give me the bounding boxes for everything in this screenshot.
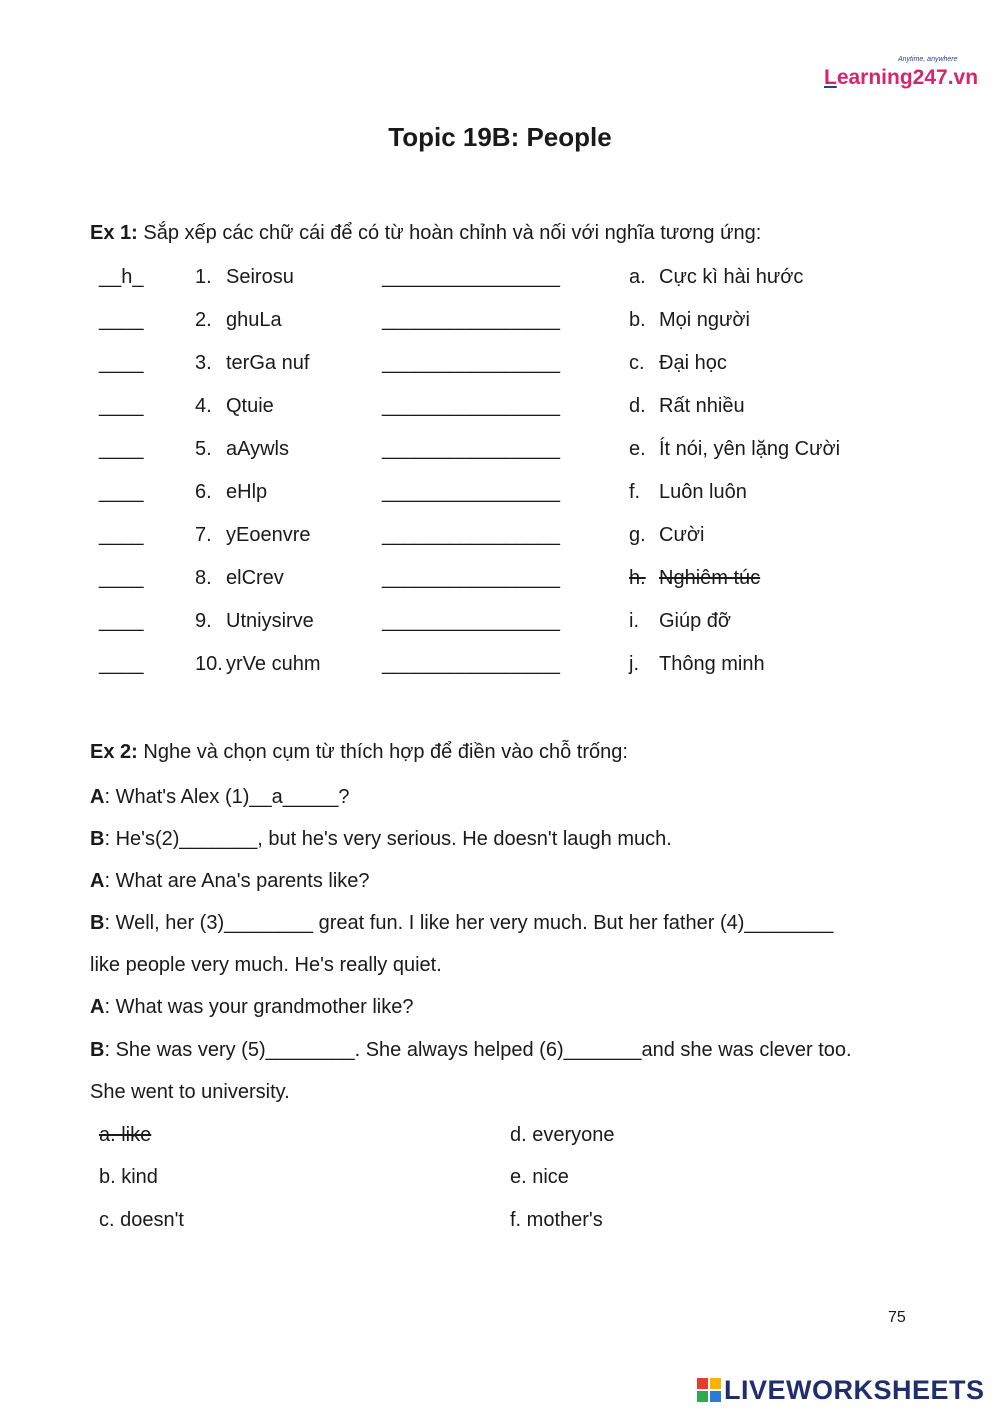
word-answer-line[interactable]: ________________ — [382, 653, 560, 675]
ex1-row — [0, 610, 1000, 640]
scrambled-word: aAywls — [226, 438, 289, 460]
meaning-letter: c. — [629, 352, 645, 374]
meaning-letter: i. — [629, 610, 639, 632]
ex2-heading — [90, 741, 628, 764]
logo-tagline: Anytime, anywhere — [898, 56, 958, 63]
meaning-text: Cười — [659, 524, 705, 546]
word-answer-line[interactable]: ________________ — [382, 524, 560, 546]
item-number: 1. — [195, 266, 212, 288]
speaker: B — [90, 828, 105, 850]
meaning-letter: b. — [629, 309, 646, 331]
meaning-letter: f. — [629, 481, 641, 503]
dialogue-line — [90, 828, 672, 851]
scrambled-word: Qtuie — [226, 395, 274, 417]
option: f. mother's — [510, 1209, 603, 1231]
answer-blank[interactable]: ____ — [99, 352, 144, 374]
scrambled-word: Utniysirve — [226, 610, 314, 632]
meaning-text: Mọi người — [659, 309, 750, 331]
meaning-text: Thông minh — [659, 653, 765, 675]
answer-blank[interactable]: ____ — [99, 481, 144, 503]
dialogue-text: She went to university. — [90, 1081, 290, 1103]
option: b. kind — [99, 1166, 158, 1188]
ex1-heading — [90, 222, 761, 245]
item-number: 6. — [195, 481, 212, 503]
ex1-instruction: Sắp xếp các chữ cái để có từ hoàn chỉnh và nối với nghĩa tương ứng: — [143, 222, 762, 244]
scrambled-word: ghuLa — [226, 309, 282, 331]
scrambled-word: terGa nuf — [226, 352, 310, 374]
speaker: B — [90, 1039, 105, 1061]
ex2-instruction: Nghe và chọn cụm từ thích hợp để điền vào chỗ trống: — [143, 741, 628, 763]
meaning-text: Rất nhiều — [659, 395, 745, 417]
scrambled-word: yEoenvre — [226, 524, 311, 546]
ex1-row — [0, 438, 1000, 468]
option: c. doesn't — [99, 1209, 184, 1231]
logo-text: earning247.vn — [836, 66, 979, 89]
speaker: A — [90, 870, 105, 892]
dialogue-text: like people very much. He's really quiet. — [90, 954, 442, 976]
word-answer-line[interactable]: ________________ — [382, 352, 560, 374]
word-answer-line[interactable]: ________________ — [382, 309, 560, 331]
liveworksheets-text: LIVEWORKSHEETS — [724, 1375, 985, 1405]
dialogue-text: : What's Alex (1)__a_____? — [104, 786, 350, 808]
answer-blank[interactable]: ____ — [99, 567, 144, 589]
liveworksheets-logo — [697, 1375, 985, 1406]
meaning-text: Luôn luôn — [659, 481, 747, 503]
meaning-text: Giúp đỡ — [659, 610, 732, 632]
answer-blank[interactable]: ____ — [99, 438, 144, 460]
item-number: 4. — [195, 395, 212, 417]
item-number: 5. — [195, 438, 212, 460]
item-number: 7. — [195, 524, 212, 546]
dialogue-text: : Well, her (3)________ great fun. I like her very much. But her father (4)________ — [104, 912, 834, 934]
item-number: 9. — [195, 610, 212, 632]
item-number: 3. — [195, 352, 212, 374]
answer-blank[interactable]: ____ — [99, 610, 144, 632]
ex1-label: Ex 1: — [90, 222, 138, 244]
scrambled-word: Seirosu — [226, 266, 294, 288]
word-answer-line[interactable]: ________________ — [382, 438, 560, 460]
scrambled-word: eHlp — [226, 481, 268, 503]
ex1-row — [0, 524, 1000, 554]
meaning-letter: g. — [629, 524, 646, 546]
meaning-letter: j. — [629, 653, 639, 675]
ex2-label: Ex 2: — [90, 741, 138, 763]
item-number: 2. — [195, 309, 212, 331]
ex1-row — [0, 352, 1000, 382]
ex1-row — [0, 395, 1000, 425]
dialogue-text: : What was your grandmother like? — [104, 996, 414, 1018]
meaning-text: Đại học — [659, 352, 727, 374]
scrambled-word: elCrev — [226, 567, 284, 589]
meaning-text-used: Nghiêm túc — [659, 567, 761, 589]
dialogue-line — [90, 996, 413, 1019]
dialogue-line — [90, 786, 350, 809]
answer-blank[interactable]: ____ — [99, 653, 144, 675]
meaning-letter: e. — [629, 438, 646, 460]
dialogue-text: : He's(2)_______, but he's very serious. He doesn't laugh much. — [104, 828, 672, 850]
dialogue-text: : What are Ana's parents like? — [104, 870, 370, 892]
answer-blank[interactable]: ____ — [99, 309, 144, 331]
meaning-letter-used: h. — [629, 567, 646, 589]
answer-blank[interactable]: __h_ — [99, 266, 144, 288]
ex1-row — [0, 653, 1000, 683]
logo-initial: L — [824, 66, 837, 89]
meaning-text: Ít nói, yên lặng Cười — [659, 438, 841, 460]
meaning-letter: a. — [629, 266, 646, 288]
item-number: 8. — [195, 567, 212, 589]
word-answer-line[interactable]: ________________ — [382, 266, 560, 288]
dialogue-line — [90, 912, 833, 935]
option: e. nice — [510, 1166, 569, 1188]
ex1-row — [0, 567, 1000, 597]
liveworksheets-icon — [697, 1378, 721, 1402]
dialogue-line — [90, 870, 370, 893]
speaker: B — [90, 912, 105, 934]
word-answer-line[interactable]: ________________ — [382, 481, 560, 503]
answer-blank[interactable]: ____ — [99, 395, 144, 417]
item-number: 10. — [195, 653, 223, 675]
option-used: a. like — [99, 1124, 152, 1146]
speaker: A — [90, 786, 105, 808]
dialogue-line — [90, 954, 442, 977]
ex1-row — [0, 481, 1000, 511]
dialogue-line — [90, 1081, 290, 1104]
word-answer-line[interactable]: ________________ — [382, 567, 560, 589]
page-number: 75 — [888, 1309, 906, 1326]
dialogue-line — [90, 1039, 852, 1062]
dialogue-text: : She was very (5)________. She always helped (6)_______and she was clever too. — [104, 1039, 852, 1061]
word-answer-line[interactable]: ________________ — [382, 395, 560, 417]
answer-blank[interactable]: ____ — [99, 524, 144, 546]
learning247-logo — [824, 66, 978, 90]
ex1-row — [0, 309, 1000, 339]
ex1-row — [0, 266, 1000, 296]
word-answer-line[interactable]: ________________ — [382, 610, 560, 632]
speaker: A — [90, 996, 105, 1018]
meaning-letter: d. — [629, 395, 646, 417]
option: d. everyone — [510, 1124, 615, 1146]
page-title: Topic 19B: People — [388, 122, 612, 152]
meaning-text: Cực kì hài hước — [659, 266, 804, 288]
scrambled-word: yrVe cuhm — [226, 653, 321, 675]
